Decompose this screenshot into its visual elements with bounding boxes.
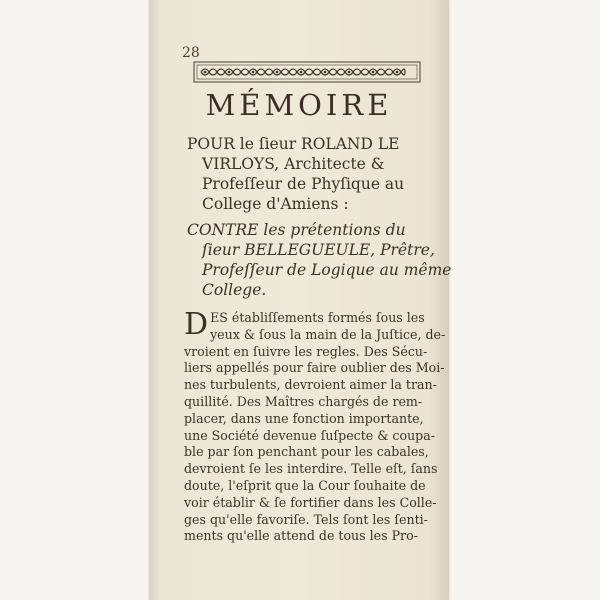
body-paragraph [184, 307, 446, 545]
decorative-border-ornament [193, 61, 421, 83]
body-line: voir établir & ſe fortifier dans les Colle- [184, 494, 437, 510]
body-line: vroient en ſuivre les regles. Des Sécu- [184, 343, 428, 359]
document-title: MÉMOIRE [205, 88, 393, 122]
pour-block [187, 134, 437, 214]
drop-cap: D [184, 307, 209, 342]
body-line: devroient ſe les interdire. Telle eſt, ſans [184, 461, 438, 477]
pour-line: College d'Amiens : [202, 195, 349, 213]
body-line: ble par ſon penchant pour les cabales, [184, 444, 429, 460]
contre-line: College. [202, 281, 267, 299]
contre-block [187, 220, 452, 300]
pour-line: Profeſſeur de Phyſique au [202, 175, 405, 193]
body-line: yeux & ſous la main de la Juſtice, de- [210, 326, 446, 342]
body-line: une Société devenue ſuſpecte & coupa- [184, 427, 436, 443]
body-line: placer, dans une fonction importante, [184, 410, 424, 426]
pour-line: POUR le ſieur ROLAND LE [187, 135, 400, 153]
page-number: 28 [182, 45, 200, 61]
contre-line: CONTRE les prétentions du [187, 221, 406, 239]
body-line: liers appellés pour faire oublier des Moi- [184, 360, 445, 376]
body-line: ges qu'elle favoriſe. Tels ſont les ſenti- [184, 511, 428, 527]
contre-line: ſieur BELLEGUEULE, Prêtre, [202, 241, 435, 259]
body-line: ES établiſſements formés ſous les [210, 310, 425, 325]
pour-line: VIRLOYS, Architecte & [202, 155, 385, 173]
body-line: quillité. Des Maîtres chargés de rem- [184, 393, 423, 409]
body-line: ments qu'elle attend de tous les Pro- [184, 528, 418, 544]
body-line: nes turbulents, devroient aimer la tran- [184, 377, 437, 393]
book-page [149, 0, 452, 600]
contre-line: Profeſſeur de Logique au même [202, 261, 452, 279]
body-line: doute, l'eſprit que la Cour ſouhaite de [184, 477, 426, 493]
